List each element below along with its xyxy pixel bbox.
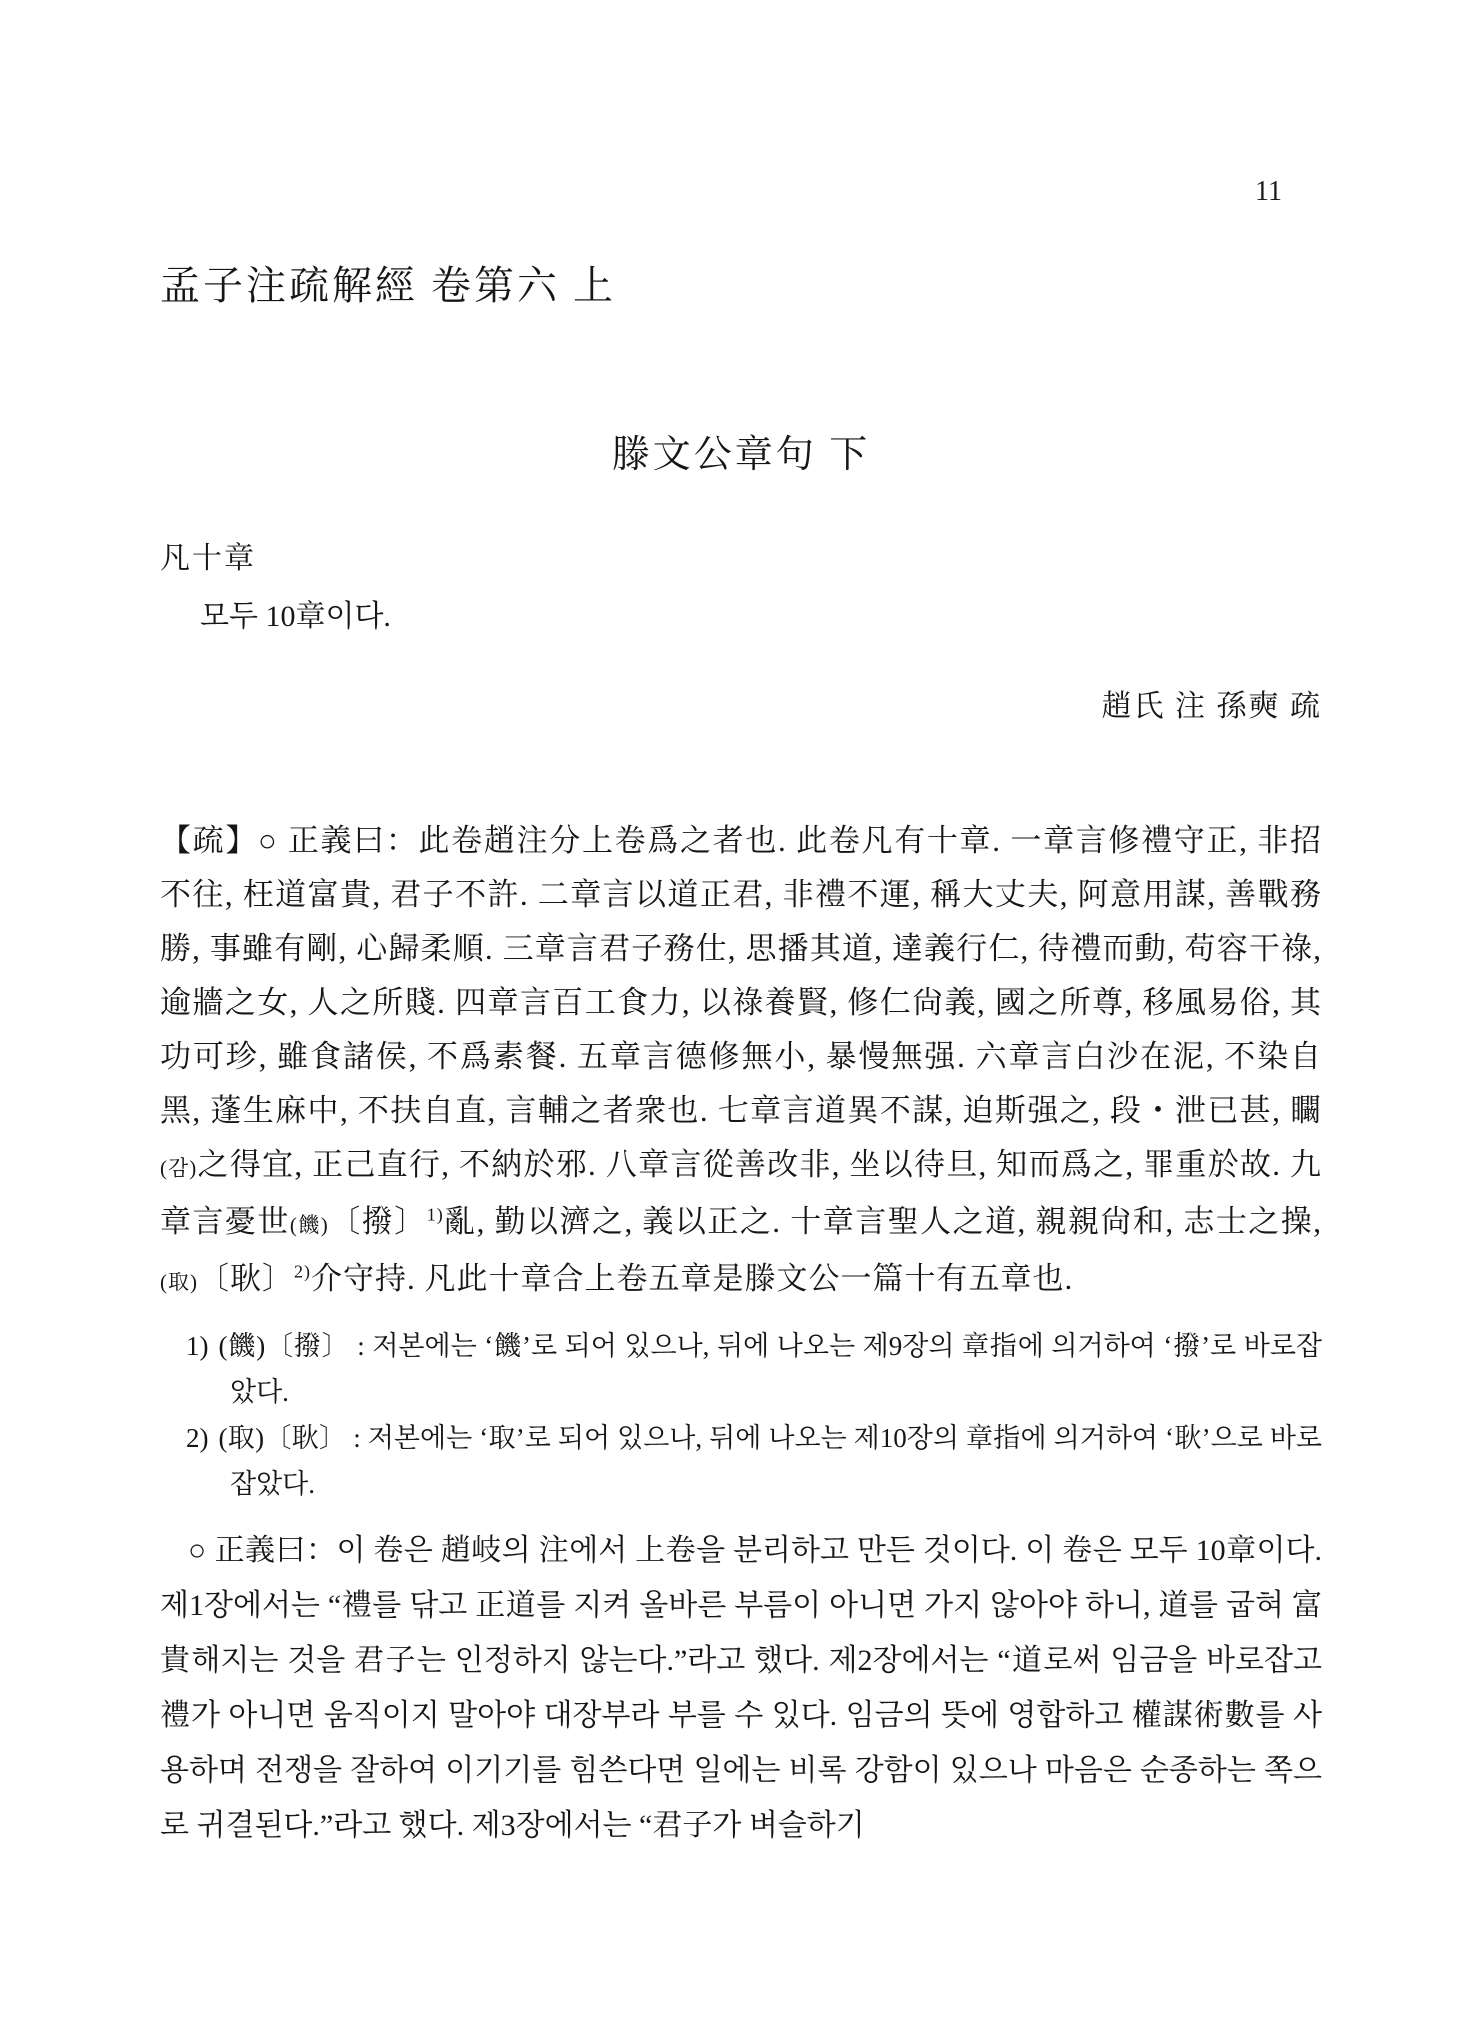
footnotes-section bbox=[160, 1323, 1322, 1507]
commentary-chinese-paragraph bbox=[160, 814, 1322, 1309]
volume-title: 孟子注疏解經 卷第六 上 bbox=[160, 263, 616, 308]
chapter-count-korean: 모두 10章이다. bbox=[200, 600, 391, 633]
commentary-korean-paragraph: ○ 正義曰：이 卷은 趙岐의 注에서 上卷을 분리하고 만든 것이다. 이 卷은 모두 10章이다. 제1장에서는 “禮를 닦고 正道를 지켜 올바른 부름이 아니면 가지 않아야 하니, 道를 굽혀 富貴해지는 것을 君子는 인정하지 않는다.”라고 했다. 제2장에서는 “道로써 임금을 바로잡고 禮가 아니면 움직이지 말아야 대장부라 부를 수 있다. 임금의 뜻에 영합하고 權謀術數를 사용하며 전쟁을 잘하여 이기기를 힘쓴다면 일에는 비록 강함이 있으나 마음은 순종하는 쪽으로 귀결된다.”라고 했다. 제3장에서는 “君子가 벼슬하기 bbox=[160, 1534, 1322, 1842]
commentary-text-segment: 亂, 勤以濟之, 義以正之. 十章言聖人之道, 親親尙和, 志士之操, bbox=[443, 1204, 1322, 1239]
commentary-text-segment: 〔耿〕 bbox=[198, 1261, 294, 1296]
footnote-marker: 2) bbox=[186, 1423, 209, 1453]
chapter-count-chinese: 凡十章 bbox=[160, 542, 256, 575]
commentary-text-segment: 〔撥〕 bbox=[328, 1204, 427, 1239]
footnote-ref-superscript: 1) bbox=[426, 1204, 444, 1225]
footnote-item bbox=[160, 1323, 1322, 1415]
attribution-line: 趙氏 注 孫奭 疏 bbox=[1101, 690, 1322, 723]
commentary-text-segment: 【疏】○ 正義曰：此卷趙注分上卷爲之者也. 此卷凡有十章. 一章言修禮守正, 非招不往, 枉道富貴, 君子不許. 二章言以道正君, 非禮不運, 稱大丈夫, 阿意用謀, 善戰務勝, 事雖有剛, 心歸柔順. 三章言君子務仕, 思播其道, 達義行仁, 待禮而動, 苟容干祿, 逾牆之女, 人之所賤. 四章言百工食力, 以祿養賢, 修仁尙義, 國之所尊, 移風易俗, 其功可珍, 雖食諸侯, 不爲素餐. 五章言德修無小, 暴慢無强. 六章言白沙在泥, 不染自黑, 蓬生麻中, 不扶自直, 言輔之者衆也. 七章言道異不謀, 迫斯强之, 段・泄已甚, 矙 bbox=[160, 823, 1322, 1128]
inline-variant-original: (饑) bbox=[289, 1213, 329, 1237]
footnote-item bbox=[160, 1415, 1322, 1507]
chapter-title: 滕文公章句 下 bbox=[611, 434, 871, 476]
footnote-text: (饑)〔撥〕 : 저본에는 ‘饑’로 되어 있으나, 뒤에 나오는 제9장의 章指에 의거하여 ‘撥’로 바로잡았다. bbox=[218, 1331, 1322, 1407]
page-content bbox=[160, 0, 1322, 1853]
footnote-marker: 1) bbox=[186, 1331, 209, 1361]
footnote-text: (取)〔耿〕 : 저본에는 ‘取’로 되어 있으나, 뒤에 나오는 제10장의 章指에 의거하여 ‘耿’으로 바로잡았다. bbox=[218, 1423, 1322, 1499]
inline-gloss-korean: (감) bbox=[160, 1156, 198, 1180]
commentary-text-segment: 介守持. 凡此十章合上卷五章是滕文公一篇十有五章也. bbox=[311, 1261, 1074, 1296]
commentary-text-segment: 之得宜, 正己直行, 不納於邪. 八章言從善改非, 坐以待旦, 知而爲之, 罪重於故. 九章言憂世 bbox=[160, 1147, 1322, 1239]
inline-variant-original: (取) bbox=[160, 1270, 198, 1294]
footnote-ref-superscript: 2) bbox=[294, 1261, 311, 1282]
page-number: 11 bbox=[1255, 176, 1282, 207]
